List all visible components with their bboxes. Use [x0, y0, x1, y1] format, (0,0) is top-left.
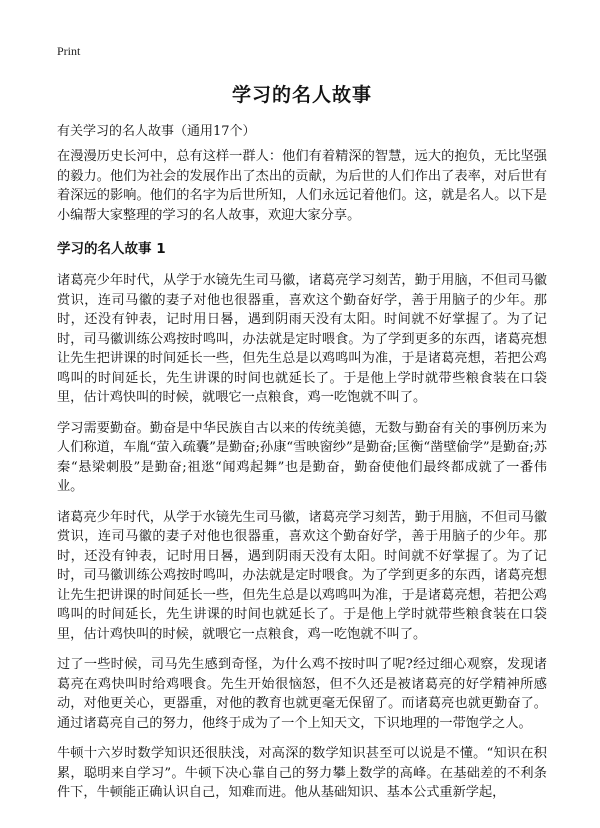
intro-paragraph: 在漫漫历史长河中，总有这样一群人：他们有着精深的智慧，远大的抱负，无比坚强的毅力。他们为社会的发展作出了杰出的贡献，为后世的人们作出了表率，对后世有着深远的影响。他们的名字为后世所知，人们永远记着他们。这，就是名人。以下是小编帮大家整理的学习的名人故事，欢迎大家分享。 [57, 149, 547, 223]
story-paragraph-4: 过了一些时候，司马先生感到奇怪，为什么鸡不按时叫了呢?经过细心观察，发现诸葛亮在鸡快叫时给鸡喂食。先生开始很恼怒，但不久还是被诸葛亮的好学精神所感动，对他更关心，更器重，对他的教育也就更毫无保留了。而诸葛亮也就更勤奋了。通过诸葛亮自己的努力，他终于成为了一个上知天文，下识地理的一带饱学之人。 [57, 657, 547, 731]
print-label[interactable]: Print [57, 44, 81, 58]
document-subtitle: 有关学习的名人故事（通用17个） [57, 124, 256, 139]
page-title: 学习的名人故事 [231, 84, 372, 106]
document-body [57, 147, 547, 814]
story-paragraph-5: 牛顿十六岁时数学知识还很肤浅，对高深的数学知识甚至可以说是不懂。“知识在积累，聪明来自学习”。牛顿下决心靠自己的努力攀上数学的高峰。在基础差的不利条件下，牛顿能正确认识自己，知难而进。他从基础知识、基本公式重新学起， [57, 746, 547, 800]
story-paragraph-2: 学习需要勤奋。勤奋是中华民族自古以来的传统美德，无数与勤奋有关的事例历来为人们称道，车胤“萤入疏囊”是勤奋;孙康“雪映窗纱”是勤奋;匡衡“凿壁偷学”是勤奋;苏秦“悬梁刺股”是勤奋;祖逖“闻鸡起舞”也是勤奋，勤奋使他们最终都成就了一番伟业。 [57, 420, 547, 494]
story-paragraph-3: 诸葛亮少年时代，从学于水镜先生司马徽，诸葛亮学习刻苦，勤于用脑，不但司马徽赏识，连司马徽的妻子对他也很器重，喜欢这个勤奋好学，善于用脑子的少年。那时，还没有钟表，记时用日晷，遇到阴雨天没有太阳。时间就不好掌握了。为了记时，司马徽训练公鸡按时鸣叫，办法就是定时喂食。为了学到更多的东西，诸葛亮想让先生把讲课的时间延长一些，但先生总是以鸡鸣叫为准，于是诸葛亮想，若把公鸡鸣叫的时间延长，先生讲课的时间也就延长了。于是他上学时就带些粮食装在口袋里，估计鸡快叫的时候，就喂它一点粮食，鸡一吃饱就不叫了。 [57, 509, 547, 642]
section-heading: 学习的名人故事 1 [57, 241, 166, 257]
story-paragraph-1: 诸葛亮少年时代，从学于水镜先生司马徽，诸葛亮学习刻苦，勤于用脑，不但司马徽赏识，连司马徽的妻子对他也很器重，喜欢这个勤奋好学，善于用脑子的少年。那时，还没有钟表，记时用日晷，遇到阴雨天没有太阳。时间就不好掌握了。为了记时，司马徽训练公鸡按时鸣叫，办法就是定时喂食。为了学到更多的东西，诸葛亮想让先生把讲课的时间延长一些，但先生总是以鸡鸣叫为准，于是诸葛亮想，若把公鸡鸣叫的时间延长，先生讲课的时间也就延长了。于是他上学时就带些粮食装在口袋里，估计鸡快叫的时候，就喂它一点粮食，鸡一吃饱就不叫了。 [57, 273, 547, 405]
